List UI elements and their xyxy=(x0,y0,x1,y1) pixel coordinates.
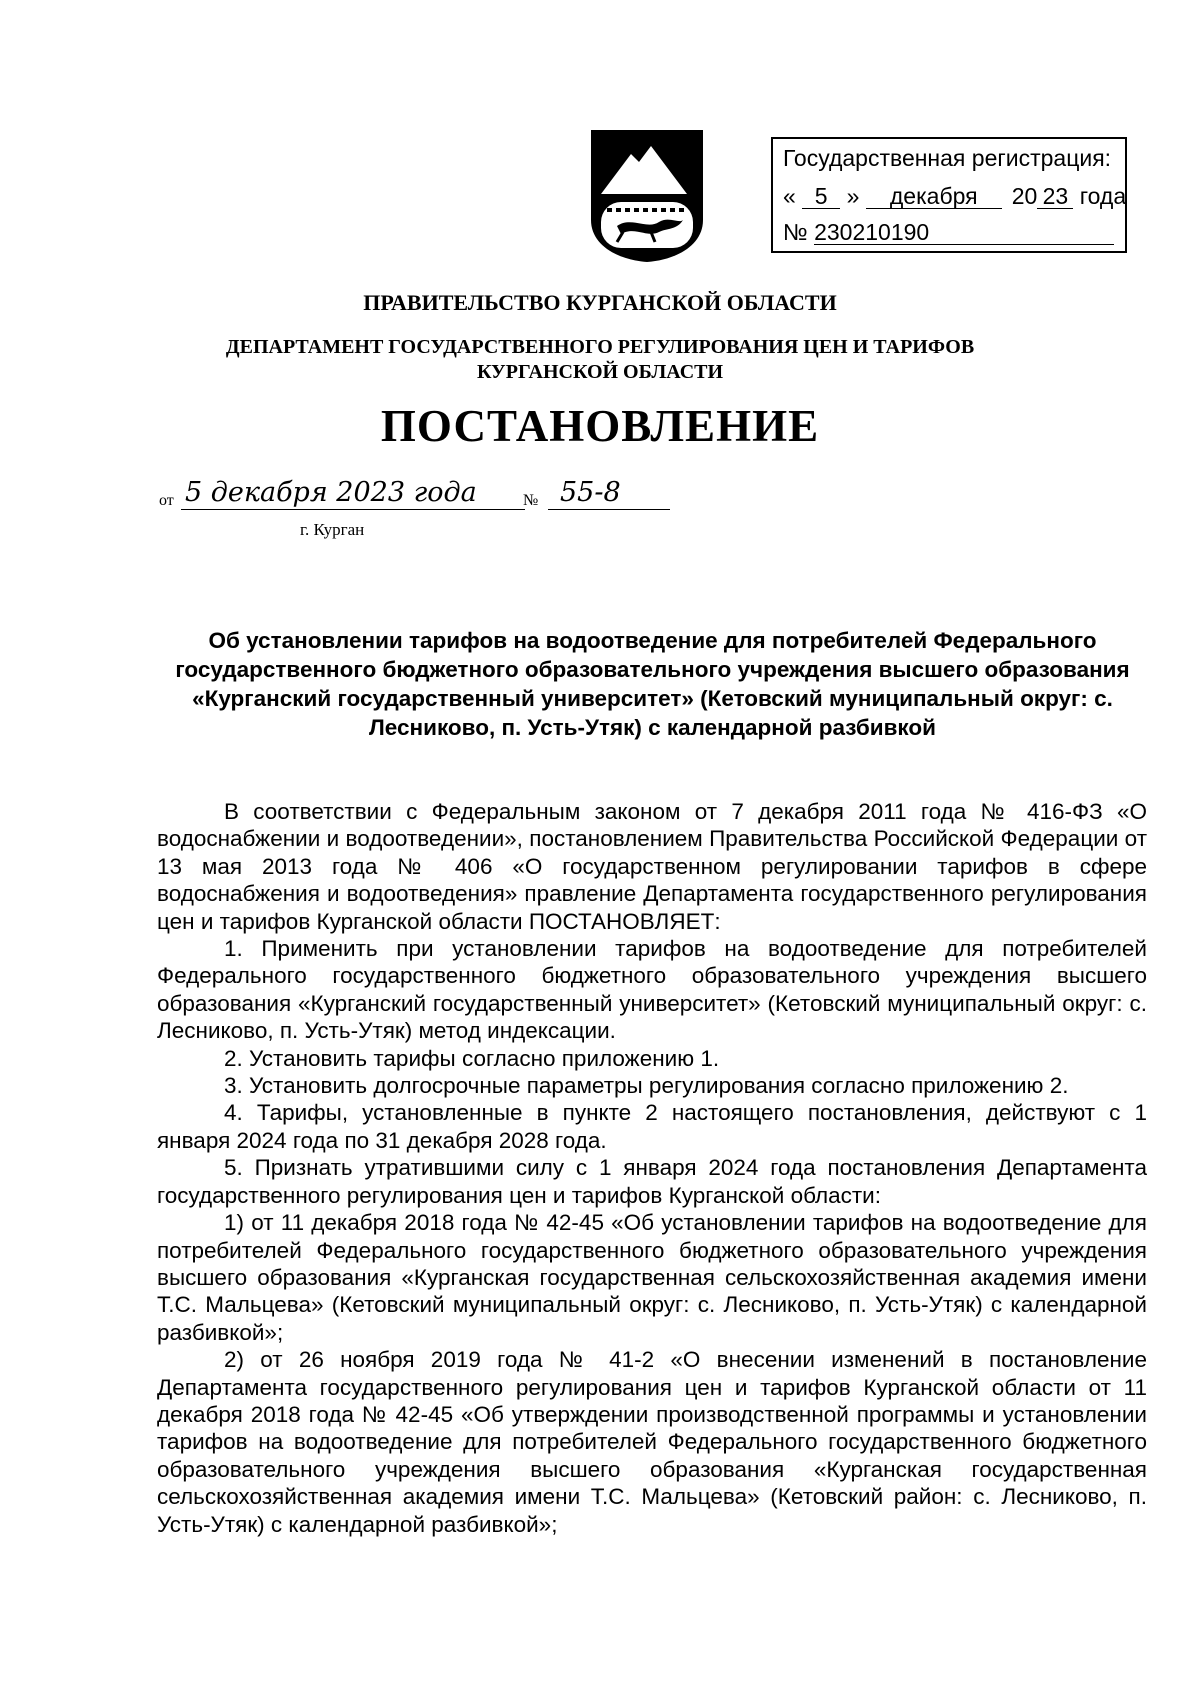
body-paragraph-item-3: 3. Установить долгосрочные параметры регулирования согласно приложению 2. xyxy=(224,1073,1069,1099)
registration-close-quote: » xyxy=(846,183,860,209)
document-type-title: ПОСТАНОВЛЕНИЕ xyxy=(380,401,820,451)
registration-number-label: № xyxy=(783,219,808,245)
registration-box xyxy=(771,137,1127,253)
document-body xyxy=(157,798,1147,1538)
registration-day: 5 xyxy=(802,184,840,209)
number-label: № xyxy=(523,492,539,509)
date-number-line xyxy=(159,478,659,518)
registration-open-quote: « xyxy=(783,183,796,209)
registration-year-prefix: 20 xyxy=(1011,183,1038,209)
body-paragraph-preamble: В соответствии с Федеральным законом от 7 декабря 2011 года № 416-ФЗ «О водоснабжении и водоотведении», постановлением Правительства Российской Федерации от 13 мая 2013 года № 406 «О государственном регулировании тарифов в сфере водоснабжения и водоотведения» правление Департамента государственного регулирования цен и тарифов Курганской области ПОСТАНОВЛЯЕТ: xyxy=(157,799,1147,934)
registration-title: Государственная регистрация: xyxy=(783,145,1112,171)
city-label: г. Курган xyxy=(300,520,365,539)
department-heading-line1: ДЕПАРТАМЕНТ ГОСУДАРСТВЕННОГО РЕГУЛИРОВАНИЯ ЦЕН И ТАРИФОВ xyxy=(225,336,975,358)
government-heading: ПРАВИТЕЛЬСТВО КУРГАНСКОЙ ОБЛАСТИ xyxy=(363,290,837,315)
registration-number: 230210190 xyxy=(814,220,1114,245)
registration-year-word: года xyxy=(1079,183,1127,209)
department-heading-line2: КУРГАНСКОЙ ОБЛАСТИ xyxy=(476,361,724,383)
registration-year-suffix: 23 xyxy=(1037,184,1073,209)
body-paragraph-item-1: 1. Применить при установлении тарифов на водоотведение для потребителей Федерального государственного бюджетного образовательного учреждения высшего образования «Курганский государственный университет» (Кетовский муниципальный округ: с. Лесниково, п. Усть-Утяк) метод индексации. xyxy=(157,936,1147,1044)
body-paragraph-subitem-1: 1) от 11 декабря 2018 года № 42-45 «Об установлении тарифов на водоотведение для потребителей Федерального государственного бюджетного образовательного учреждения высшего образования «Курганская государственная сельскохозяйственная академия имени Т.С. Мальцева» (Кетовский муниципальный округ: с. Лесниково, п. Усть-Утяк) с календарной разбивкой»; xyxy=(157,1210,1147,1345)
document-subject: Об установлении тарифов на водоотведение для потребителей Федерального государственного бюджетного образовательного учреждения высшего образования «Курганский государственный университет» (Кетовский муниципальный округ: с. Лесниково, п. Усть-Утяк) с календарной разбивкой xyxy=(175,628,1130,740)
date-from-label: от xyxy=(159,492,174,509)
registration-month: декабря xyxy=(866,184,1002,209)
coat-of-arms-emblem xyxy=(587,128,707,264)
body-paragraph-item-2: 2. Установить тарифы согласно приложению 1. xyxy=(224,1045,720,1071)
handwritten-date: 5 декабря 2023 года xyxy=(181,478,525,510)
body-paragraph-item-4: 4. Тарифы, установленные в пункте 2 настоящего постановления, действуют с 1 января 2024 года по 31 декабря 2028 года. xyxy=(157,1100,1147,1153)
registration-date xyxy=(783,183,1126,210)
handwritten-number: 55-8 xyxy=(548,478,670,510)
body-paragraph-subitem-2: 2) от 26 ноября 2019 года № 41-2 «О внесении изменений в постановление Департамента государственного регулирования цен и тарифов Курганской области от 11 декабря 2018 года № 42-45 «Об утверждении производственной программы и установлении тарифов на водоотведение для потребителей Федерального государственного бюджетного образовательного учреждения высшего образования «Курганская государственная сельскохозяйственная академия имени Т.С. Мальцева» (Кетовский район: с. Лесниково, п. Усть-Утяк) с календарной разбивкой»; xyxy=(157,1347,1147,1537)
body-paragraph-item-5: 5. Признать утратившими силу с 1 января 2024 года постановления Департамента государственного регулирования цен и тарифов Курганской области: xyxy=(157,1155,1147,1208)
registration-number-line xyxy=(783,219,1114,246)
